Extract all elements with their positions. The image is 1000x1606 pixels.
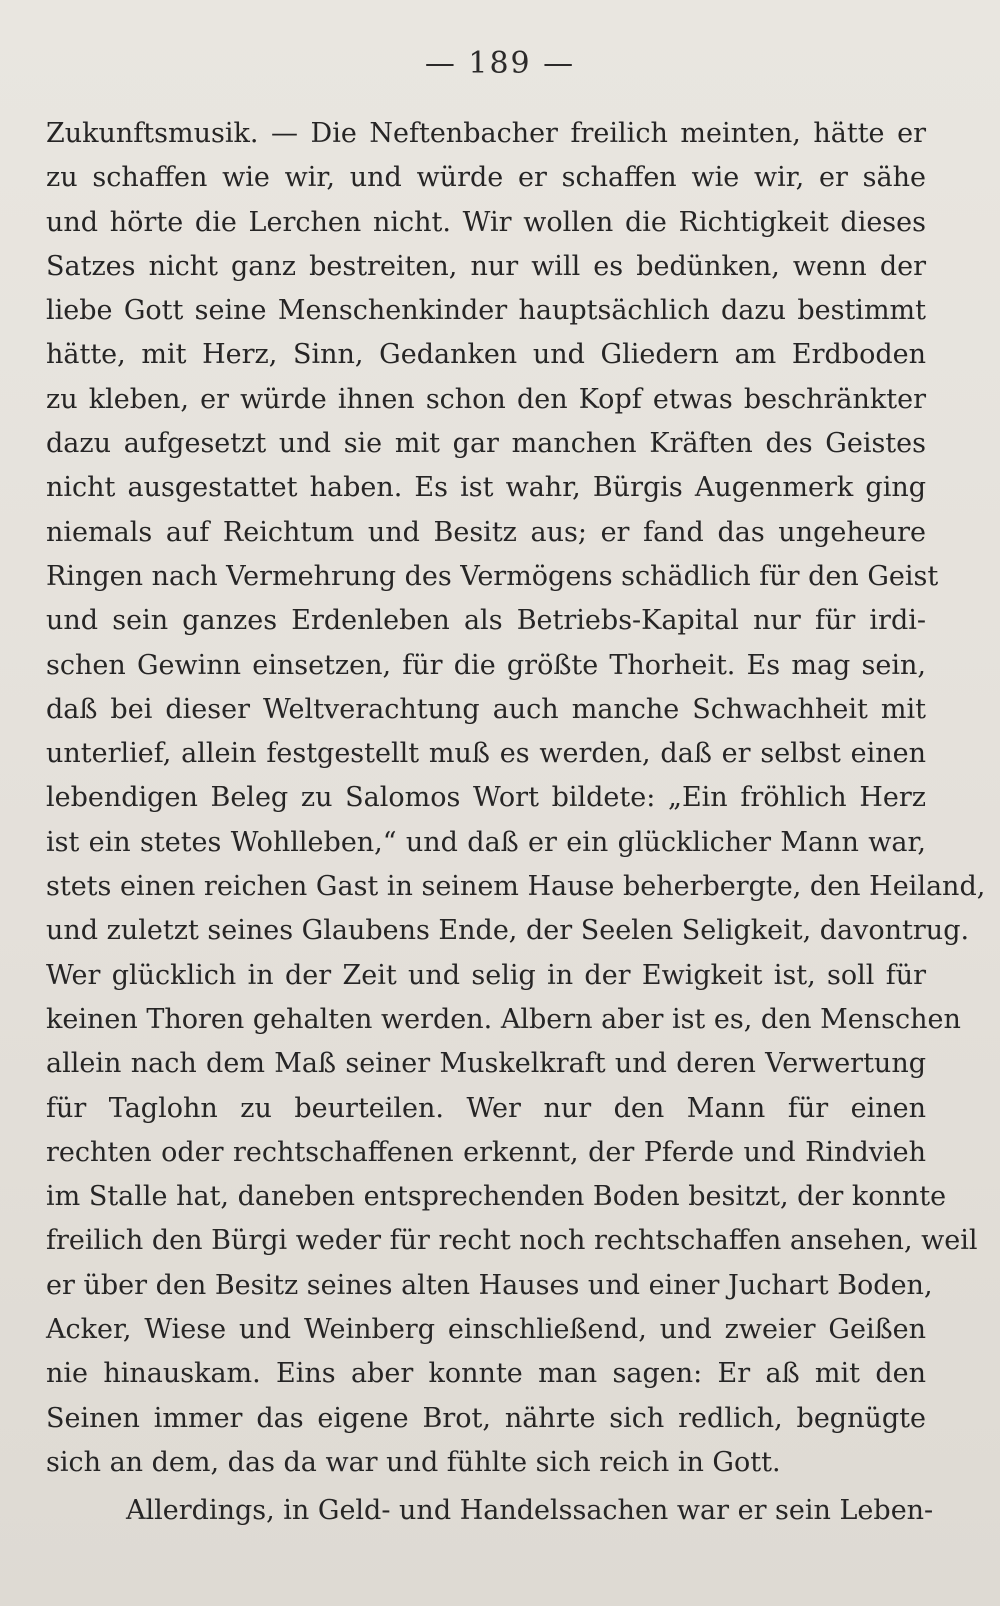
- text-line: Zukunftsmusik. — Die Neftenbacher freilich meinten, hätte er: [46, 118, 926, 149]
- text-line: daß bei dieser Weltverachtung auch manche Schwachheit mit: [46, 693, 926, 725]
- text-line: zu schaffen wie wir, und würde er schaffen wie wir, er sähe: [46, 162, 926, 194]
- text-line: liebe Gott seine Menschenkinder hauptsächlich dazu bestimmt: [46, 295, 926, 327]
- text-line: nie hinauskam. Eins aber konnte man sagen: Er aß mit den: [46, 1358, 926, 1390]
- text-line: allein nach dem Maß seiner Muskelkraft und deren Verwertung: [46, 1048, 926, 1080]
- text-line: er über den Besitz seines alten Hauses und einer Juchart Boden,: [46, 1269, 933, 1301]
- text-line: Allerdings, in Geld- und Handelssachen war er sein Leben-: [126, 1495, 934, 1527]
- text-line: keinen Thoren gehalten werden. Albern aber ist es, den Menschen: [46, 1003, 961, 1035]
- text-line: Wer glücklich in der Zeit und selig in der Ewigkeit ist, soll für: [46, 959, 926, 991]
- text-line: im Stalle hat, daneben entsprechenden Boden besitzt, der konnte: [46, 1181, 947, 1213]
- text-line: Satzes nicht ganz bestreiten, nur will es bedünken, wenn der: [46, 250, 926, 282]
- body-text: [46, 112, 986, 1534]
- text-line: dazu aufgesetzt und sie mit gar manchen Kräften des Geistes: [46, 428, 926, 460]
- paragraph: [46, 1489, 934, 1533]
- text-line: ist ein stetes Wohlleben,“ und daß er ein glücklicher Mann war,: [46, 826, 926, 858]
- page-number: — 189 —: [424, 46, 576, 81]
- text-line: lebendigen Beleg zu Salomos Wort bildete: „Ein fröhlich Herz: [46, 782, 926, 814]
- text-line: zu kleben, er würde ihnen schon den Kopf etwas beschränkter: [46, 383, 926, 415]
- text-line: niemals auf Reichtum und Besitz aus; er fand das ungeheure: [46, 516, 926, 548]
- text-line: und sein ganzes Erdenleben als Betriebs-Kapital nur für irdi-: [46, 605, 926, 637]
- text-line: für Taglohn zu beurteilen. Wer nur den Mann für einen: [46, 1092, 926, 1124]
- text-line: hätte, mit Herz, Sinn, Gedanken und Gliedern am Erdboden: [46, 339, 926, 371]
- text-line: und zuletzt seines Glaubens Ende, der Seelen Seligkeit, davontrug.: [46, 915, 970, 947]
- paragraph: [46, 112, 986, 1485]
- text-line: nicht ausgestattet haben. Es ist wahr, Bürgis Augenmerk ging: [46, 472, 926, 504]
- text-line: schen Gewinn einsetzen, für die größte Thorheit. Es mag sein,: [46, 649, 926, 681]
- text-line: rechten oder rechtschaffenen erkennt, der Pferde und Rindvieh: [46, 1136, 926, 1168]
- text-line: und hörte die Lerchen nicht. Wir wollen die Richtigkeit dieses: [46, 206, 926, 238]
- text-line: unterlief, allein festgestellt muß es werden, daß er selbst einen: [46, 738, 926, 770]
- text-line: Seinen immer das eigene Brot, nährte sich redlich, begnügte: [46, 1402, 926, 1434]
- text-line: stets einen reichen Gast in seinem Hause beherbergte, den Heiland,: [46, 871, 986, 903]
- text-line: Ringen nach Vermehrung des Vermögens schädlich für den Geist: [46, 560, 939, 592]
- text-line: Acker, Wiese und Weinberg einschließend, und zweier Geißen: [46, 1314, 926, 1346]
- text-line: sich an dem, das da war und fühlte sich reich in Gott.: [46, 1446, 781, 1478]
- text-line: freilich den Bürgi weder für recht noch rechtschaffen ansehen, weil: [46, 1225, 978, 1257]
